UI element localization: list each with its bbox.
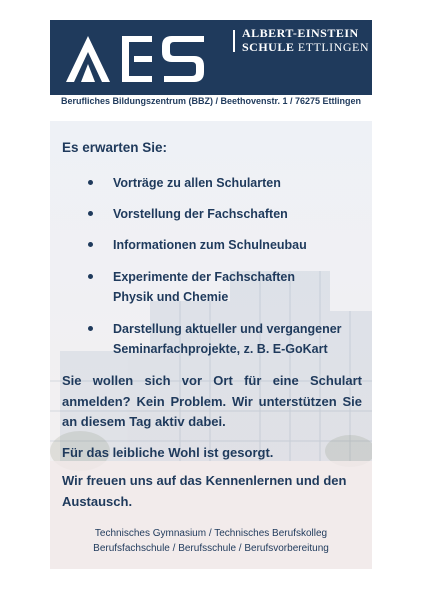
school-name-bold: SCHULE — [242, 40, 295, 54]
closing-paragraph: Wir freuen uns auf das Kennenlernen und den Austausch. — [62, 473, 347, 509]
info-panel — [50, 121, 372, 569]
bullet-dot-icon — [88, 326, 93, 331]
intro-heading: Es erwarten Sie: — [62, 140, 168, 155]
school-name-line1: ALBERT-EINSTEIN — [242, 26, 359, 40]
bullet-text-continued: Seminarfachprojekte, z. B. E-GoKart — [113, 342, 328, 356]
bullet-dot-icon — [88, 180, 93, 185]
school-name-line2 — [242, 40, 369, 55]
bullet-dot-icon — [88, 211, 93, 216]
bullet-item — [88, 204, 288, 224]
bullet-text: Informationen zum Schulneubau — [113, 238, 307, 252]
registration-paragraph: Sie wollen sich vor Ort für eine Schulart anmelden? Kein Problem. Wir unterstützen Sie an diesem Tag aktiv dabei. — [62, 373, 362, 429]
bullet-text-continued: Physik und Chemie — [113, 290, 229, 304]
school-types-footer — [50, 526, 372, 556]
bullet-text: Experimente der Fachschaften — [113, 270, 296, 284]
bullet-item — [88, 235, 307, 255]
bullet-text: Darstellung aktueller und vergangener — [113, 322, 342, 336]
header-divider — [233, 30, 235, 52]
address-line: Berufliches Bildungszentrum (BBZ) / Beethovenstr. 1 / 76275 Ettlingen — [60, 96, 362, 106]
aes-logo — [64, 30, 224, 85]
bullet-dot-icon — [88, 242, 93, 247]
bullet-item — [88, 267, 295, 307]
bullet-text: Vorträge zu allen Schularten — [113, 176, 281, 190]
bullet-item — [88, 319, 342, 359]
footer-line: Berufsfachschule / Berufsschule / Berufsvorbereitung — [93, 543, 329, 554]
bullet-item — [88, 173, 281, 193]
bullet-text: Vorstellung der Fachschaften — [113, 207, 288, 221]
flyer-content — [50, 121, 372, 569]
catering-paragraph: Für das leibliche Wohl ist gesorgt. — [62, 445, 274, 460]
bullet-dot-icon — [88, 274, 93, 279]
school-header — [50, 20, 372, 95]
footer-line: Technisches Gymnasium / Technisches Berufskolleg — [94, 528, 328, 539]
school-name-city: ETTLINGEN — [297, 40, 370, 54]
